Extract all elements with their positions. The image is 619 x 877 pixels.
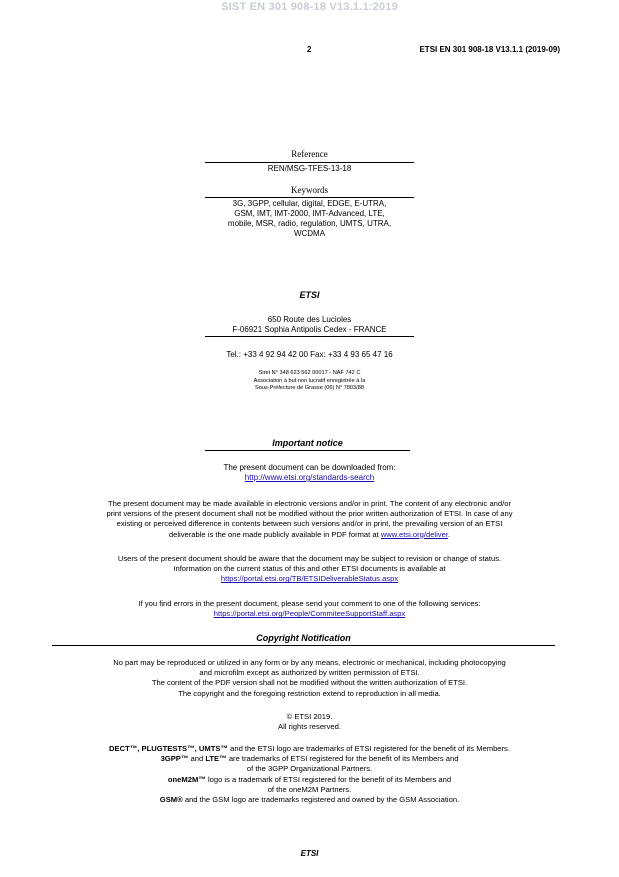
document-id: ETSI EN 301 908-18 V13.1.1 (2019-09): [419, 45, 560, 54]
copyright-rights: All rights reserved.: [278, 722, 341, 732]
keywords-line: mobile, MSR, radio, regulation, UMTS, UTRA,: [227, 219, 392, 228]
versions-last-text: deliverable is the one made publicly available in PDF format at: [168, 529, 381, 539]
download-text: The present document can be downloaded from:: [223, 463, 396, 472]
important-notice-title: Important notice: [205, 437, 410, 451]
trademark-text: and the GSM logo are trademarks registered and owned by the GSM Association.: [182, 795, 460, 805]
etsi-registration: [205, 370, 414, 393]
etsi-title: ETSI: [299, 290, 320, 300]
trademark-names: DECT™, PLUGTESTS™, UMTS™: [109, 744, 229, 753]
copyright-paragraph: [30, 658, 589, 699]
copyright-heading: [52, 632, 555, 646]
reference-block: [205, 149, 414, 174]
errors-paragraph: [30, 599, 589, 619]
registration-line: Association à but non lucratif enregistrée à la: [253, 377, 366, 384]
keywords-block: [205, 185, 414, 239]
errors-text: If you find errors in the present document, please send your comment to one of the following services:: [138, 599, 481, 608]
copyright-line: The content of the PDF version shall not be modified without the written authorization of ETSI.: [151, 678, 468, 688]
trademarks-paragraph: [20, 744, 599, 805]
keywords-rule: [205, 196, 414, 198]
keywords-line: GSM, IMT, IMT-2000, IMT-Advanced, LTE,: [234, 209, 385, 218]
trademark-line: of the oneM2M Partners.: [267, 784, 352, 794]
versions-paragraph: [30, 499, 589, 540]
copyright-line: The copyright and the foregoing restriction extend to reproduction in all media.: [178, 688, 441, 698]
copyright-title: Copyright Notification: [52, 632, 555, 646]
address-line: 650 Route des Lucioles: [267, 315, 352, 324]
trademark-names: LTE™: [205, 754, 227, 764]
page-number: 2: [307, 45, 312, 54]
versions-line: existing or perceived difference in contents between such versions and/or in print, the prevailing version of an ETSI: [116, 519, 503, 529]
status-link[interactable]: https://portal.etsi.org/TB/ETSIDeliverableStatus.aspx: [220, 574, 399, 584]
watermark-text: SIST EN 301 908-18 V13.1.1:2019: [221, 1, 398, 13]
versions-last-suffix: .: [447, 529, 451, 539]
registration-line: Siret N° 348 623 562 00017 - NAF 742 C: [258, 370, 361, 376]
trademark-text: are trademarks of ETSI registered for the benefit of its Members and: [226, 754, 459, 764]
keywords-list: [205, 199, 414, 239]
revision-line: Information on the current status of this and other ETSI documents is available at: [173, 564, 446, 574]
trademark-text: and the ETSI logo are trademarks of ETSI registered for the benefit of its Members.: [228, 744, 510, 753]
trademark-line: [20, 754, 599, 764]
versions-line: [30, 530, 589, 540]
deliver-link[interactable]: www.etsi.org/deliver: [380, 529, 448, 539]
support-link[interactable]: https://portal.etsi.org/People/CommiteeSupportStaff.aspx: [213, 609, 406, 619]
versions-line: print versions of the present document shall not be modified without the prior written authorization of ETSI. In case of any: [106, 509, 513, 519]
copyright-year-block: [30, 712, 589, 732]
trademark-line: [20, 795, 599, 805]
trademark-text: and: [188, 754, 206, 764]
copyright-year: © ETSI 2019.: [286, 712, 333, 721]
copyright-line: and microfilm except as authorized by written permission of ETSI.: [199, 668, 420, 678]
download-section: [60, 463, 559, 483]
trademark-line: of the 3GPP Organizational Partners.: [246, 764, 373, 774]
etsi-address: [205, 315, 414, 337]
trademark-text: logo is a trademark of ETSI registered for the benefit of its Members and: [205, 774, 452, 784]
revision-paragraph: [30, 554, 589, 585]
important-notice-heading: [205, 437, 410, 451]
page-footer: ETSI: [300, 849, 319, 858]
revision-line: Users of the present document should be aware that the document may be subject to revision or change of status.: [117, 554, 502, 563]
trademark-names: 3GPP™: [160, 754, 189, 764]
copyright-line: No part may be reproduced or utilized in any form or by any means, electronic or mechanical, including photocopying: [113, 658, 506, 667]
trademark-line: [20, 775, 599, 785]
address-line: F-06921 Sophia Antipolis Cedex - FRANCE: [205, 325, 414, 337]
download-link[interactable]: http://www.etsi.org/standards-search: [244, 473, 375, 482]
keywords-label: Keywords: [291, 185, 328, 195]
trademark-line: [20, 744, 599, 754]
registration-line: Sous-Préfecture de Grasse (06) N° 7803/88: [255, 385, 364, 392]
reference-value: REN/MSG-TFES-13-18: [267, 164, 352, 173]
etsi-phone: Tel.: +33 4 92 94 42 00 Fax: +33 4 93 65 47 16: [226, 350, 393, 359]
trademark-names: oneM2M™: [167, 774, 206, 784]
keywords-line: 3G, 3GPP, cellular, digital, EDGE, E-UTRA,: [232, 199, 387, 208]
reference-label: Reference: [291, 149, 328, 159]
keywords-line: WCDMA: [293, 229, 326, 238]
versions-line: The present document may be made available in electronic versions and/or in print. The content of any electronic and/or: [108, 499, 511, 508]
trademark-names: GSM®: [159, 795, 183, 805]
reference-rule: [205, 160, 414, 163]
